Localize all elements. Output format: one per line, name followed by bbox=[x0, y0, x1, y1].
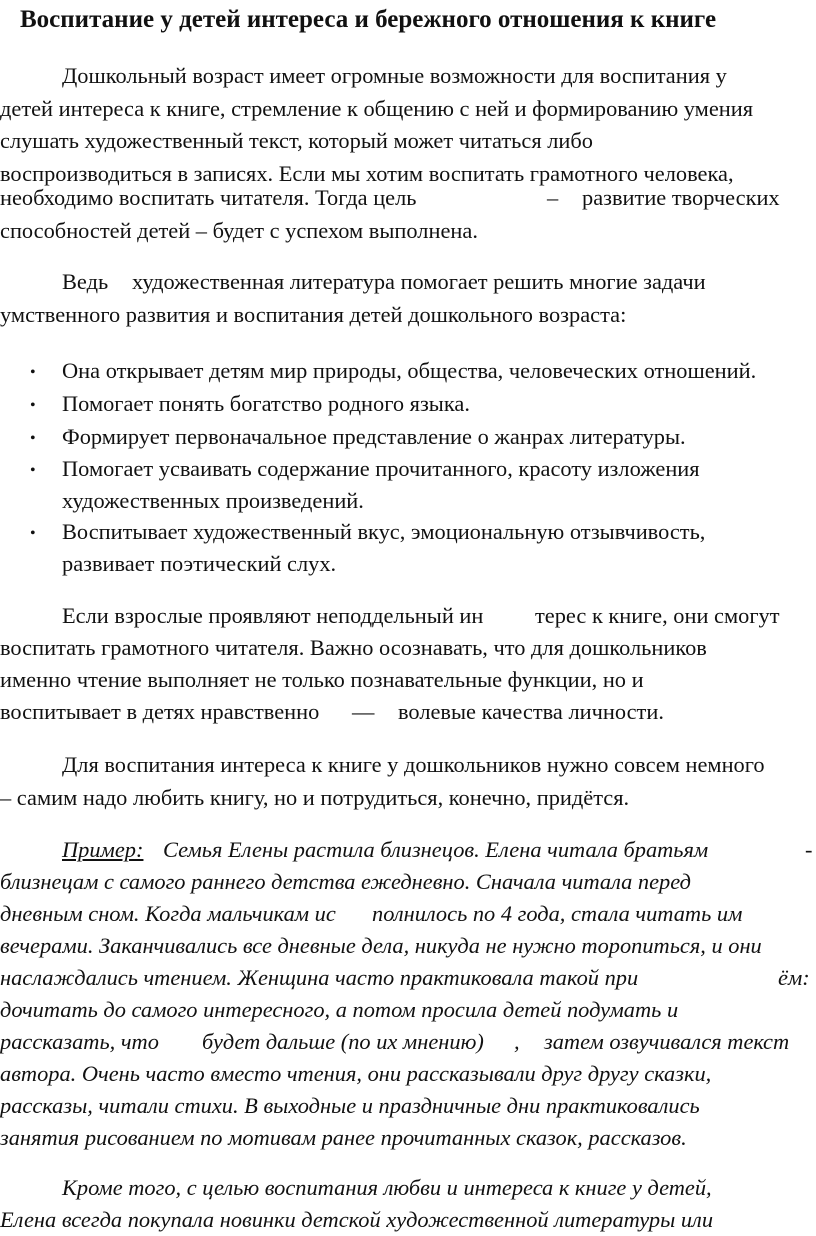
paragraph-1-line-1: Дошкольный возраст имеет огромные возможности для воспитания у bbox=[62, 63, 727, 88]
example-line-7-comma: , bbox=[514, 1029, 520, 1054]
paragraph-3-line-4: воспитывает в детях нравственно bbox=[0, 699, 320, 724]
bullet-5-text-continued: развивает поэтический слух. bbox=[62, 551, 337, 576]
bullet-4-text-continued: художественных произведений. bbox=[62, 488, 364, 513]
paragraph-3-line-1: Если взрослые проявляют неподдельный ин bbox=[62, 603, 484, 628]
paragraph-1-line-4: воспроизводиться в записях. Если мы хотим воспитать грамотного человека, bbox=[0, 161, 734, 186]
paragraph-1-line-5: необходимо воспитать читателя. Тогда цель bbox=[0, 185, 417, 210]
bullet-1-text: Она открывает детям мир природы, общества, человеческих отношений. bbox=[62, 358, 757, 383]
paragraph-3-line-2: воспитать грамотного читателя. Важно осознавать, что для дошкольников bbox=[0, 635, 707, 660]
example-line-6: дочитать до самого интересного, а потом просила детей подумать и bbox=[0, 997, 679, 1022]
bullet-4-marker: • bbox=[30, 462, 36, 479]
example-line-10: занятия рисованием по мотивам ранее прочитанных сказок, рассказов. bbox=[0, 1125, 687, 1150]
paragraph-3-line-1-end: терес к книге, они смогут bbox=[535, 603, 780, 628]
paragraph-1-line-3: слушать художественный текст, который может читаться либо bbox=[0, 128, 593, 153]
example-line-9: рассказы, читали стихи. В выходные и праздничные дни практиковались bbox=[0, 1093, 700, 1118]
example-line-3-end: полнилось по 4 года, стала читать им bbox=[372, 901, 743, 926]
example-line-7-end: затем озвучивался текст bbox=[544, 1029, 790, 1054]
example-line-1: Семья Елены растила близнецов. Елена читала братьям bbox=[163, 837, 709, 862]
example-line-5: наслаждались чтением. Женщина часто практиковала такой при bbox=[0, 965, 639, 990]
paragraph-2-line-1: художественная литература помогает решить многие задачи bbox=[132, 269, 706, 294]
paragraph-6-line-1: Кроме того, с целью воспитания любви и интереса к книге у детей, bbox=[62, 1175, 712, 1200]
example-line-7: рассказать, что bbox=[0, 1029, 159, 1054]
paragraph-1-dash: – bbox=[547, 185, 559, 210]
document-title: Воспитание у детей интереса и бережного отношения к книге bbox=[20, 6, 717, 33]
example-line-7-mid: будет дальше (по их мнению) bbox=[202, 1029, 484, 1054]
paragraph-2-lead-word: Ведь bbox=[62, 269, 109, 294]
paragraph-1-line-5-end: развитие творческих bbox=[582, 185, 780, 210]
paragraph-1-line-6: способностей детей – будет с успехом выполнена. bbox=[0, 218, 478, 243]
example-hyphen: - bbox=[805, 837, 813, 862]
example-line-5-end: ём: bbox=[778, 965, 810, 990]
paragraph-2-line-2: умственного развития и воспитания детей дошкольного возраста: bbox=[0, 302, 627, 327]
bullet-2-marker: • bbox=[30, 397, 36, 414]
example-line-8: автора. Очень часто вместо чтения, они рассказывали друг другу сказки, bbox=[0, 1061, 712, 1086]
example-line-2: близнецам с самого раннего детства ежедневно. Сначала читала перед bbox=[0, 869, 691, 894]
bullet-3-marker: • bbox=[30, 430, 36, 447]
bullet-5-marker: • bbox=[30, 525, 36, 542]
bullet-3-text: Формирует первоначальное представление о жанрах литературы. bbox=[62, 424, 686, 449]
paragraph-4-line-1: Для воспитания интереса к книге у дошкольников нужно совсем немного bbox=[62, 752, 765, 777]
paragraph-3-dash: — bbox=[352, 699, 375, 724]
paragraph-3-line-4-end: волевые качества личности. bbox=[398, 699, 664, 724]
paragraph-4-line-2: – самим надо любить книгу, но и потрудиться, конечно, придётся. bbox=[0, 785, 630, 810]
paragraph-1-line-2: детей интереса к книге, стремление к общению с ней и формированию умения bbox=[0, 96, 754, 121]
bullet-1-marker: • bbox=[30, 364, 36, 381]
bullet-5-text: Воспитывает художественный вкус, эмоциональную отзывчивость, bbox=[62, 519, 706, 544]
bullet-4-text: Помогает усваивать содержание прочитанного, красоту изложения bbox=[62, 456, 700, 481]
paragraph-3-line-3: именно чтение выполняет не только познавательные функции, но и bbox=[0, 667, 644, 692]
bullet-2-text: Помогает понять богатство родного языка. bbox=[62, 391, 470, 416]
paragraph-6-line-2: Елена всегда покупала новинки детской художественной литературы или bbox=[0, 1207, 714, 1232]
example-line-4: вечерами. Заканчивались все дневные дела, никуда не нужно торопиться, и они bbox=[0, 933, 762, 958]
example-label: Пример: bbox=[62, 837, 144, 862]
example-line-3: дневным сном. Когда мальчикам ис bbox=[0, 901, 336, 926]
